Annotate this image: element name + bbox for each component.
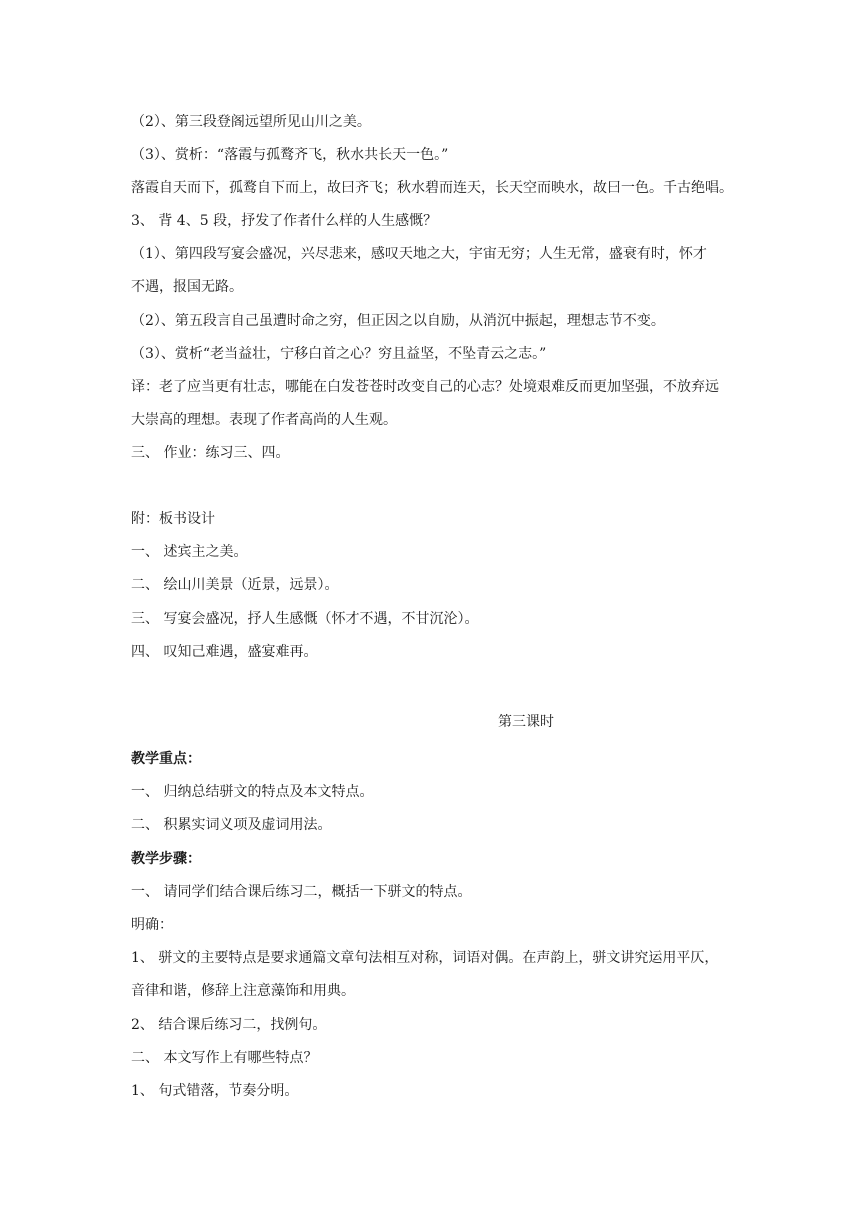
text-line: 3、 背 4、5 段，抒发了作者什么样的人生感慨？ [131,213,438,229]
text-line: （2）、第三段登阁远望所见山川之美。 [131,114,371,130]
text-line: 1、 句式错落，节奏分明。 [131,1083,299,1099]
text-line: （1）、第四段写宴会盛况，兴尽悲来，感叹天地之大，宇宙无穷；人生无常，盛衰有时，怀才 [131,246,707,262]
appendix-heading: 附：板书设计 [131,511,215,527]
text-line: （3）、赏析“老当益壮，宁移白首之心？穷且益坚，不坠青云之志。” [131,346,547,362]
text-line: 大崇高的理想。表现了作者高尚的人生观。 [131,412,397,428]
subheading: 教学重点： [131,751,201,767]
text-line: （3）、赏析：“落霞与孤鹜齐飞，秋水共长天一色。” [131,147,449,163]
text-line: 二、 绘山川美景（近景，远景）。 [131,577,339,593]
text-line: 三、 写宴会盛况，抒人生感慨（怀才不遇，不甘沉沦）。 [131,611,479,627]
subheading: 教学步骤： [131,851,201,867]
text-line: 音律和谐，修辞上注意藻饰和用典。 [131,983,355,999]
text-line: （2）、第五段言自己虽遭时命之穷，但正因之以自励，从消沉中振起，理想志节不变。 [131,313,665,329]
section-title: 第三课时 [498,714,554,730]
text-line: 二、 积累实词义项及虚词用法。 [131,817,332,833]
text-line: 一、 述宾主之美。 [131,544,248,560]
text-line: 一、 请同学们结合课后练习二，概括一下骈文的特点。 [131,884,472,900]
text-line: 不遇，报国无路。 [131,279,243,295]
text-line: 译：老了应当更有壮志，哪能在白发苍苍时改变自己的心志？处境艰难反而更加坚强，不放弃远 [131,379,719,395]
text-line: 二、 本文写作上有哪些特点？ [131,1050,318,1066]
text-line: 2、 结合课后练习二，找例句。 [131,1017,327,1033]
text-line: 一、 归纳总结骈文的特点及本文特点。 [131,784,374,800]
text-line: 三、 作业：练习三、四。 [131,445,290,461]
text-line: 四、 叹知己难遇，盛宴难再。 [131,644,318,660]
text-line: 落霞自天而下，孤鹜自下而上，故曰齐飞；秋水碧而连天，长天空而映水，故曰一色。千古绝唱。 [131,180,733,196]
text-line: 明确： [131,917,173,933]
text-line: 1、 骈文的主要特点是要求通篇文章句法相互对称，词语对偶。在声韵上，骈文讲究运用平仄， [131,950,719,966]
